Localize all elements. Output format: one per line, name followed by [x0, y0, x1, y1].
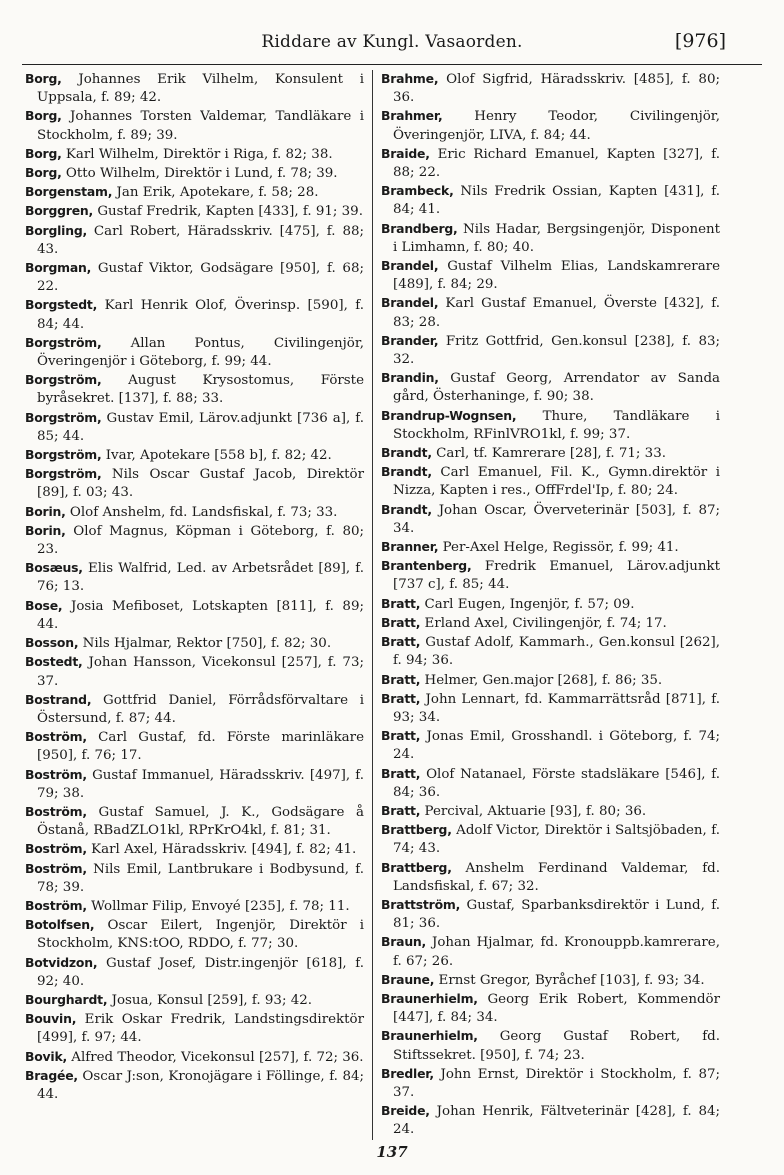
entry-details: Per-Axel Helge, Regissör, f. 99; 41. — [438, 540, 679, 556]
entry-surname: Brandberg, — [381, 220, 458, 236]
entry-surname: Bratt, — [381, 728, 421, 744]
entry-surname: Borg, — [25, 71, 62, 86]
directory-entry — [25, 259, 364, 296]
directory-entry — [25, 954, 364, 991]
entry-surname: Bratt, — [381, 671, 421, 687]
directory-entry — [381, 145, 720, 182]
directory-entry — [25, 371, 364, 408]
entry-surname: Boström, — [25, 860, 87, 876]
directory-entry — [25, 840, 364, 859]
directory-entry — [25, 465, 364, 502]
entry-details: Josua, Konsul [259], f. 93; 42. — [107, 992, 313, 1008]
entry-surname: Braune, — [381, 971, 435, 987]
entry-details: Percival, Aktuarie [93], f. 80; 36. — [420, 803, 647, 819]
header-rule — [22, 64, 762, 65]
entry-surname: Bostedt, — [25, 654, 83, 670]
entry-details: Helmer, Gen.major [268], f. 86; 35. — [420, 672, 663, 688]
entry-details: Karl Wilhelm, Direktör i Riga, f. 82; 38. — [61, 146, 333, 162]
page-title: Riddare av Kungl. Vasaorden. — [261, 32, 523, 52]
entry-details: Olof Magnus, Köpman i Göteborg, f. 80; 23. — [37, 523, 364, 558]
directory-entry — [381, 821, 720, 858]
directory-entry — [381, 444, 720, 463]
entry-surname: Brandrup-Wognsen, — [381, 407, 517, 423]
entry-details: August Krysostomus, Förste byråsekret. [137], f. 88; 33. — [37, 373, 364, 407]
directory-entry — [25, 634, 364, 653]
entry-details: Nils Emil, Lantbrukare i Bodbysund, f. 78; 39. — [37, 861, 364, 895]
directory-entry — [25, 222, 364, 259]
entry-details: Wollmar Filip, Envoyé [235], f. 78; 11. — [86, 898, 350, 914]
directory-entry — [25, 503, 364, 522]
entry-surname: Braunerhielm, — [381, 990, 478, 1006]
directory-entry — [381, 182, 720, 219]
directory-entry — [381, 501, 720, 538]
directory-entry — [381, 463, 720, 500]
entry-surname: Brandt, — [381, 445, 432, 461]
entry-details: Gustaf Adolf, Kammarh., Gen.konsul [262], f. 94; 36. — [393, 635, 720, 669]
directory-entry — [381, 220, 720, 257]
entry-details: Carl Emanuel, Fil. K., Gymn.direktör i Nizza, Kapten i res., OffFrdel'Ip, f. 80; 24. — [393, 465, 720, 499]
directory-entry — [381, 859, 720, 896]
directory-entry — [381, 407, 720, 444]
entry-surname: Botolfsen, — [25, 917, 95, 933]
directory-entry — [25, 597, 364, 634]
directory-entry — [381, 633, 720, 670]
entry-details: John Lennart, fd. Kammarrättsråd [871], f. 93; 34. — [393, 691, 720, 725]
entry-details: Georg Gustaf Robert, fd. Stiftssekret. [950], f. 74; 23. — [393, 1029, 720, 1063]
entry-surname: Borgström, — [25, 409, 102, 425]
entry-surname: Borgenstam, — [25, 184, 113, 200]
directory-entry — [381, 765, 720, 802]
directory-entry — [381, 690, 720, 727]
entry-surname: Brander, — [381, 332, 439, 348]
entry-surname: Bredler, — [381, 1065, 434, 1081]
directory-entry — [381, 107, 720, 144]
entry-details: Elis Walfrid, Led. av Arbetsrådet [89], f. 76; 13. — [37, 561, 364, 595]
entry-surname: Borin, — [25, 522, 66, 538]
entry-surname: Borg, — [25, 108, 62, 124]
entry-surname: Bouvin, — [25, 1011, 77, 1027]
directory-entry — [25, 1067, 364, 1104]
column-divider — [372, 70, 373, 1140]
entry-details: Karl Axel, Häradsskriv. [494], f. 82; 41. — [86, 842, 357, 858]
directory-entry — [381, 727, 720, 764]
entry-surname: Borgling, — [25, 222, 88, 238]
directory-entry — [25, 766, 364, 803]
directory-entry — [381, 257, 720, 294]
entry-surname: Bovik, — [25, 1048, 68, 1064]
directory-entry — [25, 145, 364, 164]
directory-entry — [381, 1102, 720, 1139]
entry-details: Carl Robert, Häradsskriv. [475], f. 88; 43. — [37, 223, 364, 257]
entry-surname: Braide, — [381, 145, 430, 161]
entry-details: Nils Oscar Gustaf Jacob, Direktör [89], f. 03; 43. — [37, 467, 364, 501]
directory-entry — [25, 107, 364, 144]
directory-entry — [381, 1065, 720, 1102]
entry-surname: Bostrand, — [25, 691, 92, 707]
entry-details: Gustaf Georg, Arrendator av Sanda gård, Österhaninge, f. 90; 38. — [393, 371, 720, 405]
entry-surname: Brattberg, — [381, 859, 452, 875]
entry-surname: Borin, — [25, 503, 66, 519]
directory-entry — [25, 559, 364, 596]
directory-entry — [381, 802, 720, 821]
entry-details: Nils Hadar, Bergsingenjör, Disponent i Limhamn, f. 80; 40. — [393, 221, 720, 255]
directory-entry — [25, 409, 364, 446]
entry-surname: Boström, — [25, 766, 87, 782]
entry-surname: Boström, — [25, 841, 87, 857]
entry-surname: Borggren, — [25, 203, 94, 219]
entry-surname: Bratt, — [381, 690, 421, 706]
entry-surname: Bratt, — [381, 802, 421, 818]
entry-details: Adolf Victor, Direktör i Saltsjöbaden, f. 74; 43. — [393, 823, 720, 857]
entry-details: Carl, tf. Kamrerare [28], f. 71; 33. — [431, 446, 666, 462]
entry-surname: Bose, — [25, 597, 63, 613]
header-page-number: [976] — [674, 30, 726, 52]
entry-details: Gustaf, Sparbanksdirektör i Lund, f. 81; 36. — [393, 897, 720, 932]
entry-surname: Bragée, — [25, 1067, 78, 1083]
directory-entry — [381, 595, 720, 614]
entry-surname: Brandt, — [381, 464, 432, 480]
entry-surname: Brantenberg, — [381, 558, 472, 574]
directory-entry — [25, 916, 364, 953]
directory-entry — [25, 202, 364, 221]
entry-details: Johan Henrik, Fältveterinär [428], f. 84; 24. — [393, 1104, 720, 1138]
entry-details: Olof Sigfrid, Häradsskriv. [485], f. 80; 36. — [393, 72, 720, 106]
directory-entry — [381, 538, 720, 557]
directory-entry — [25, 446, 364, 465]
entry-surname: Botvidzon, — [25, 954, 98, 970]
entry-surname: Bosæus, — [25, 560, 83, 576]
entry-surname: Breide, — [381, 1103, 430, 1119]
entry-surname: Branner, — [381, 539, 439, 555]
entry-surname: Borgström, — [25, 334, 102, 350]
entry-details: Nils Hjalmar, Rektor [750], f. 82; 30. — [78, 636, 332, 652]
entry-details: Eric Richard Emanuel, Kapten [327], f. 88; 22. — [393, 146, 720, 181]
entry-details: Oscar J:son, Kronojägare i Föllinge, f. 84; 44. — [37, 1068, 364, 1102]
entry-surname: Borgström, — [25, 372, 102, 388]
entry-details: Jonas Emil, Grosshandl. i Göteborg, f. 74; 24. — [393, 729, 720, 763]
directory-entry — [25, 1048, 364, 1067]
directory-entry — [381, 896, 720, 933]
directory-entry — [381, 614, 720, 633]
entry-details: Otto Wilhelm, Direktör i Lund, f. 78; 39. — [61, 166, 338, 182]
entry-details: Josia Mefiboset, Lotskapten [811], f. 89; 44. — [37, 598, 364, 632]
entry-details: Erik Oskar Fredrik, Landstingsdirektör [499], f. 97; 44. — [37, 1012, 364, 1046]
directory-entry — [25, 296, 364, 333]
directory-entry — [25, 183, 364, 202]
directory-entry — [381, 671, 720, 690]
directory-entry — [25, 991, 364, 1010]
entry-details: Gustav Emil, Lärov.adjunkt [736 a], f. 85; 44. — [37, 410, 364, 444]
entry-details: Gustaf Viktor, Godsägare [950], f. 68; 22. — [37, 261, 364, 295]
entry-surname: Brahmer, — [381, 108, 443, 124]
entry-details: Gustaf Vilhelm Elias, Landskamrerare [489], f. 84; 29. — [393, 259, 720, 293]
entry-surname: Borgman, — [25, 260, 92, 276]
directory-entry — [381, 332, 720, 369]
directory-entry — [381, 369, 720, 406]
directory-entry — [25, 164, 364, 183]
entry-surname: Brandel, — [381, 295, 439, 311]
left-column — [25, 70, 364, 1104]
entry-surname: Boström, — [25, 729, 87, 745]
entry-surname: Boström, — [25, 803, 87, 819]
entry-surname: Brandel, — [381, 258, 439, 274]
entry-details: Gustaf Josef, Distr.ingenjör [618], f. 92; 40. — [37, 955, 364, 989]
entry-surname: Brattström, — [381, 896, 461, 912]
directory-entry — [381, 557, 720, 594]
directory-entry — [25, 70, 364, 107]
entry-surname: Borgstedt, — [25, 297, 98, 313]
directory-entry — [381, 933, 720, 970]
entry-details: Gustaf Immanuel, Häradsskriv. [497], f. 79; 38. — [37, 767, 364, 801]
entry-details: Carl Gustaf, fd. Förste marinläkare [950], f. 76; 17. — [37, 730, 364, 764]
entry-details: Johan Hjalmar, fd. Kronouppb.kamrerare, f. 67; 26. — [393, 935, 720, 969]
entry-details: Erland Axel, Civilingenjör, f. 74; 17. — [420, 615, 667, 631]
entry-details: Fredrik Emanuel, Lärov.adjunkt [737 c], f. 85; 44. — [393, 559, 720, 593]
entry-surname: Brattberg, — [381, 822, 452, 838]
directory-entry — [25, 334, 364, 371]
directory-entry — [25, 897, 364, 916]
entry-details: Olof Anshelm, fd. Landsfiskal, f. 73; 33. — [65, 504, 338, 520]
entry-details: Gustaf Fredrik, Kapten [433], f. 91; 39. — [93, 204, 363, 220]
directory-entry — [381, 1027, 720, 1064]
entry-surname: Bratt, — [381, 595, 421, 611]
entry-details: Ernst Gregor, Byråchef [103], f. 93; 34. — [434, 972, 705, 988]
footer-page-number: 137 — [376, 1143, 408, 1161]
entry-details: Oscar Eilert, Ingenjör, Direktör i Stockholm, KNS:tOO, RDDO, f. 77; 30. — [37, 918, 364, 952]
entry-surname: Bosson, — [25, 635, 79, 651]
entry-details: Georg Erik Robert, Kommendör [447], f. 84; 34. — [393, 991, 720, 1026]
entry-surname: Borgström, — [25, 466, 102, 482]
entry-surname: Braun, — [381, 934, 427, 950]
entry-details: Allan Pontus, Civilingenjör, Överingenjör i Göteborg, f. 99; 44. — [37, 335, 364, 370]
directory-entry — [381, 294, 720, 331]
entry-surname: Borg, — [25, 145, 62, 161]
entry-details: John Ernst, Direktör i Stockholm, f. 87; 37. — [393, 1066, 720, 1100]
entry-surname: Brambeck, — [381, 183, 454, 199]
entry-details: Thure, Tandläkare i Stockholm, RFinlVRO1kl, f. 99; 37. — [393, 408, 720, 442]
entry-surname: Bratt, — [381, 765, 421, 781]
entry-surname: Bratt, — [381, 634, 421, 650]
entry-details: Henry Teodor, Civilingenjör, Överingenjör, LIVA, f. 84; 44. — [393, 109, 720, 143]
directory-entry — [381, 990, 720, 1027]
entry-details: Gustaf Samuel, J. K., Godsägare å Östanå, RBadZLO1kl, RPrKrO4kl, f. 81; 31. — [37, 804, 364, 839]
directory-entry — [25, 803, 364, 840]
entry-details: Johan Hansson, Vicekonsul [257], f. 73; 37. — [37, 655, 364, 689]
entry-details: Carl Eugen, Ingenjör, f. 57; 09. — [420, 596, 635, 612]
entry-surname: Brandt, — [381, 501, 432, 517]
directory-entry — [25, 653, 364, 690]
entry-details: Johannes Erik Vilhelm, Konsulent i Uppsala, f. 89; 42. — [37, 72, 364, 106]
entry-details: Karl Henrik Olof, Överinsp. [590], f. 84; 44. — [37, 298, 364, 332]
right-column — [381, 70, 720, 1140]
directory-entry — [25, 1010, 364, 1047]
entry-surname: Brahme, — [381, 71, 439, 86]
entry-details: Gottfrid Daniel, Förrådsförvaltare i Östersund, f. 87; 44. — [37, 692, 364, 726]
directory-entry — [25, 522, 364, 559]
directory-entry — [25, 728, 364, 765]
entry-details: Johannes Torsten Valdemar, Tandläkare i Stockholm, f. 89; 39. — [37, 109, 364, 143]
entry-details: Olof Natanael, Förste stadsläkare [546], f. 84; 36. — [393, 766, 720, 800]
entry-surname: Borg, — [25, 165, 62, 181]
entry-surname: Bourghardt, — [25, 991, 108, 1007]
entry-surname: Bratt, — [381, 614, 421, 630]
directory-entry — [381, 971, 720, 990]
entry-details: Nils Fredrik Ossian, Kapten [431], f. 84; 41. — [393, 184, 720, 218]
entry-surname: Borgström, — [25, 447, 102, 463]
entry-surname: Brandin, — [381, 370, 439, 386]
entry-details: Fritz Gottfrid, Gen.konsul [238], f. 83; 32. — [393, 333, 720, 368]
entry-surname: Boström, — [25, 897, 87, 913]
entry-details: Anshelm Ferdinand Valdemar, fd. Landsfiskal, f. 67; 32. — [393, 860, 720, 894]
entry-details: Ivar, Apotekare [558 b], f. 82; 42. — [101, 448, 332, 464]
directory-entry — [25, 691, 364, 728]
entry-details: Johan Oscar, Överveterinär [503], f. 87; 34. — [393, 502, 720, 536]
entry-details: Karl Gustaf Emanuel, Överste [432], f. 83; 28. — [393, 296, 720, 330]
entry-details: Alfred Theodor, Vicekonsul [257], f. 72; 36. — [67, 1049, 364, 1065]
directory-entry — [25, 860, 364, 897]
entry-surname: Braunerhielm, — [381, 1028, 478, 1044]
directory-entry — [381, 70, 720, 107]
entry-details: Jan Erik, Apotekare, f. 58; 28. — [112, 185, 319, 201]
page-header — [0, 30, 784, 66]
